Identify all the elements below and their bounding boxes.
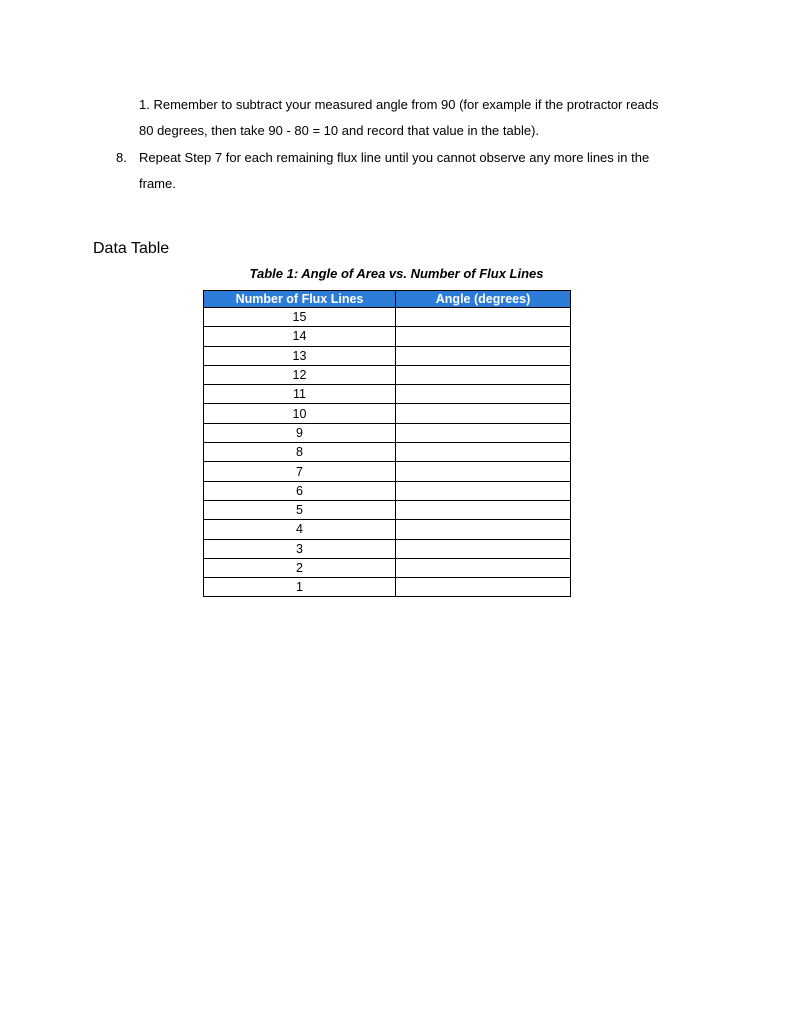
angle-cell[interactable]: [396, 539, 571, 558]
table-row: [204, 481, 571, 500]
angle-cell[interactable]: [396, 346, 571, 365]
step-text: [139, 145, 711, 196]
step-8: [116, 145, 711, 196]
flux-lines-cell: 13: [204, 346, 396, 365]
table-row: [204, 327, 571, 346]
flux-lines-cell: 9: [204, 423, 396, 442]
step-text-line-1: Repeat Step 7 for each remaining flux line until you cannot observe any more lines in the: [139, 150, 650, 165]
sub-instruction: [139, 92, 709, 143]
flux-lines-cell: 11: [204, 385, 396, 404]
angle-cell[interactable]: [396, 578, 571, 597]
table-row: [204, 443, 571, 462]
step-number: 8.: [116, 150, 127, 165]
table-row: [204, 423, 571, 442]
table-row: [204, 365, 571, 384]
column-header-angle: Angle (degrees): [396, 291, 571, 308]
table-row: [204, 346, 571, 365]
section-heading: Data Table: [93, 240, 170, 257]
angle-cell[interactable]: [396, 385, 571, 404]
angle-cell[interactable]: [396, 327, 571, 346]
angle-cell[interactable]: [396, 365, 571, 384]
step-text-line-2: frame.: [139, 175, 176, 191]
flux-lines-cell: 5: [204, 500, 396, 519]
table-row: [204, 578, 571, 597]
flux-lines-cell: 8: [204, 443, 396, 462]
flux-lines-cell: 1: [204, 578, 396, 597]
flux-lines-cell: 2: [204, 558, 396, 577]
angle-cell[interactable]: [396, 423, 571, 442]
data-table: [203, 290, 571, 597]
angle-cell[interactable]: [396, 500, 571, 519]
flux-lines-cell: 6: [204, 481, 396, 500]
table-row: [204, 462, 571, 481]
sub-instruction-line-1: 1. Remember to subtract your measured angle from 90 (for example if the protractor reads: [139, 97, 659, 112]
table-row: [204, 500, 571, 519]
table-row: [204, 404, 571, 423]
column-header-flux-lines: Number of Flux Lines: [204, 291, 396, 308]
angle-cell[interactable]: [396, 520, 571, 539]
flux-lines-cell: 7: [204, 462, 396, 481]
flux-lines-cell: 3: [204, 539, 396, 558]
angle-cell[interactable]: [396, 558, 571, 577]
flux-lines-cell: 4: [204, 520, 396, 539]
table-row: [204, 385, 571, 404]
table-row: [204, 308, 571, 327]
table-header-row: [204, 291, 571, 308]
angle-cell[interactable]: [396, 308, 571, 327]
flux-lines-cell: 14: [204, 327, 396, 346]
angle-cell[interactable]: [396, 443, 571, 462]
table-row: [204, 520, 571, 539]
flux-lines-cell: 12: [204, 365, 396, 384]
angle-cell[interactable]: [396, 481, 571, 500]
table-row: [204, 558, 571, 577]
table-caption: Table 1: Angle of Area vs. Number of Flux Lines: [249, 266, 544, 281]
angle-cell[interactable]: [396, 462, 571, 481]
angle-cell[interactable]: [396, 404, 571, 423]
table-row: [204, 539, 571, 558]
sub-instruction-line-2: 80 degrees, then take 90 - 80 = 10 and record that value in the table).: [139, 122, 540, 138]
flux-lines-cell: 15: [204, 308, 396, 327]
flux-lines-cell: 10: [204, 404, 396, 423]
